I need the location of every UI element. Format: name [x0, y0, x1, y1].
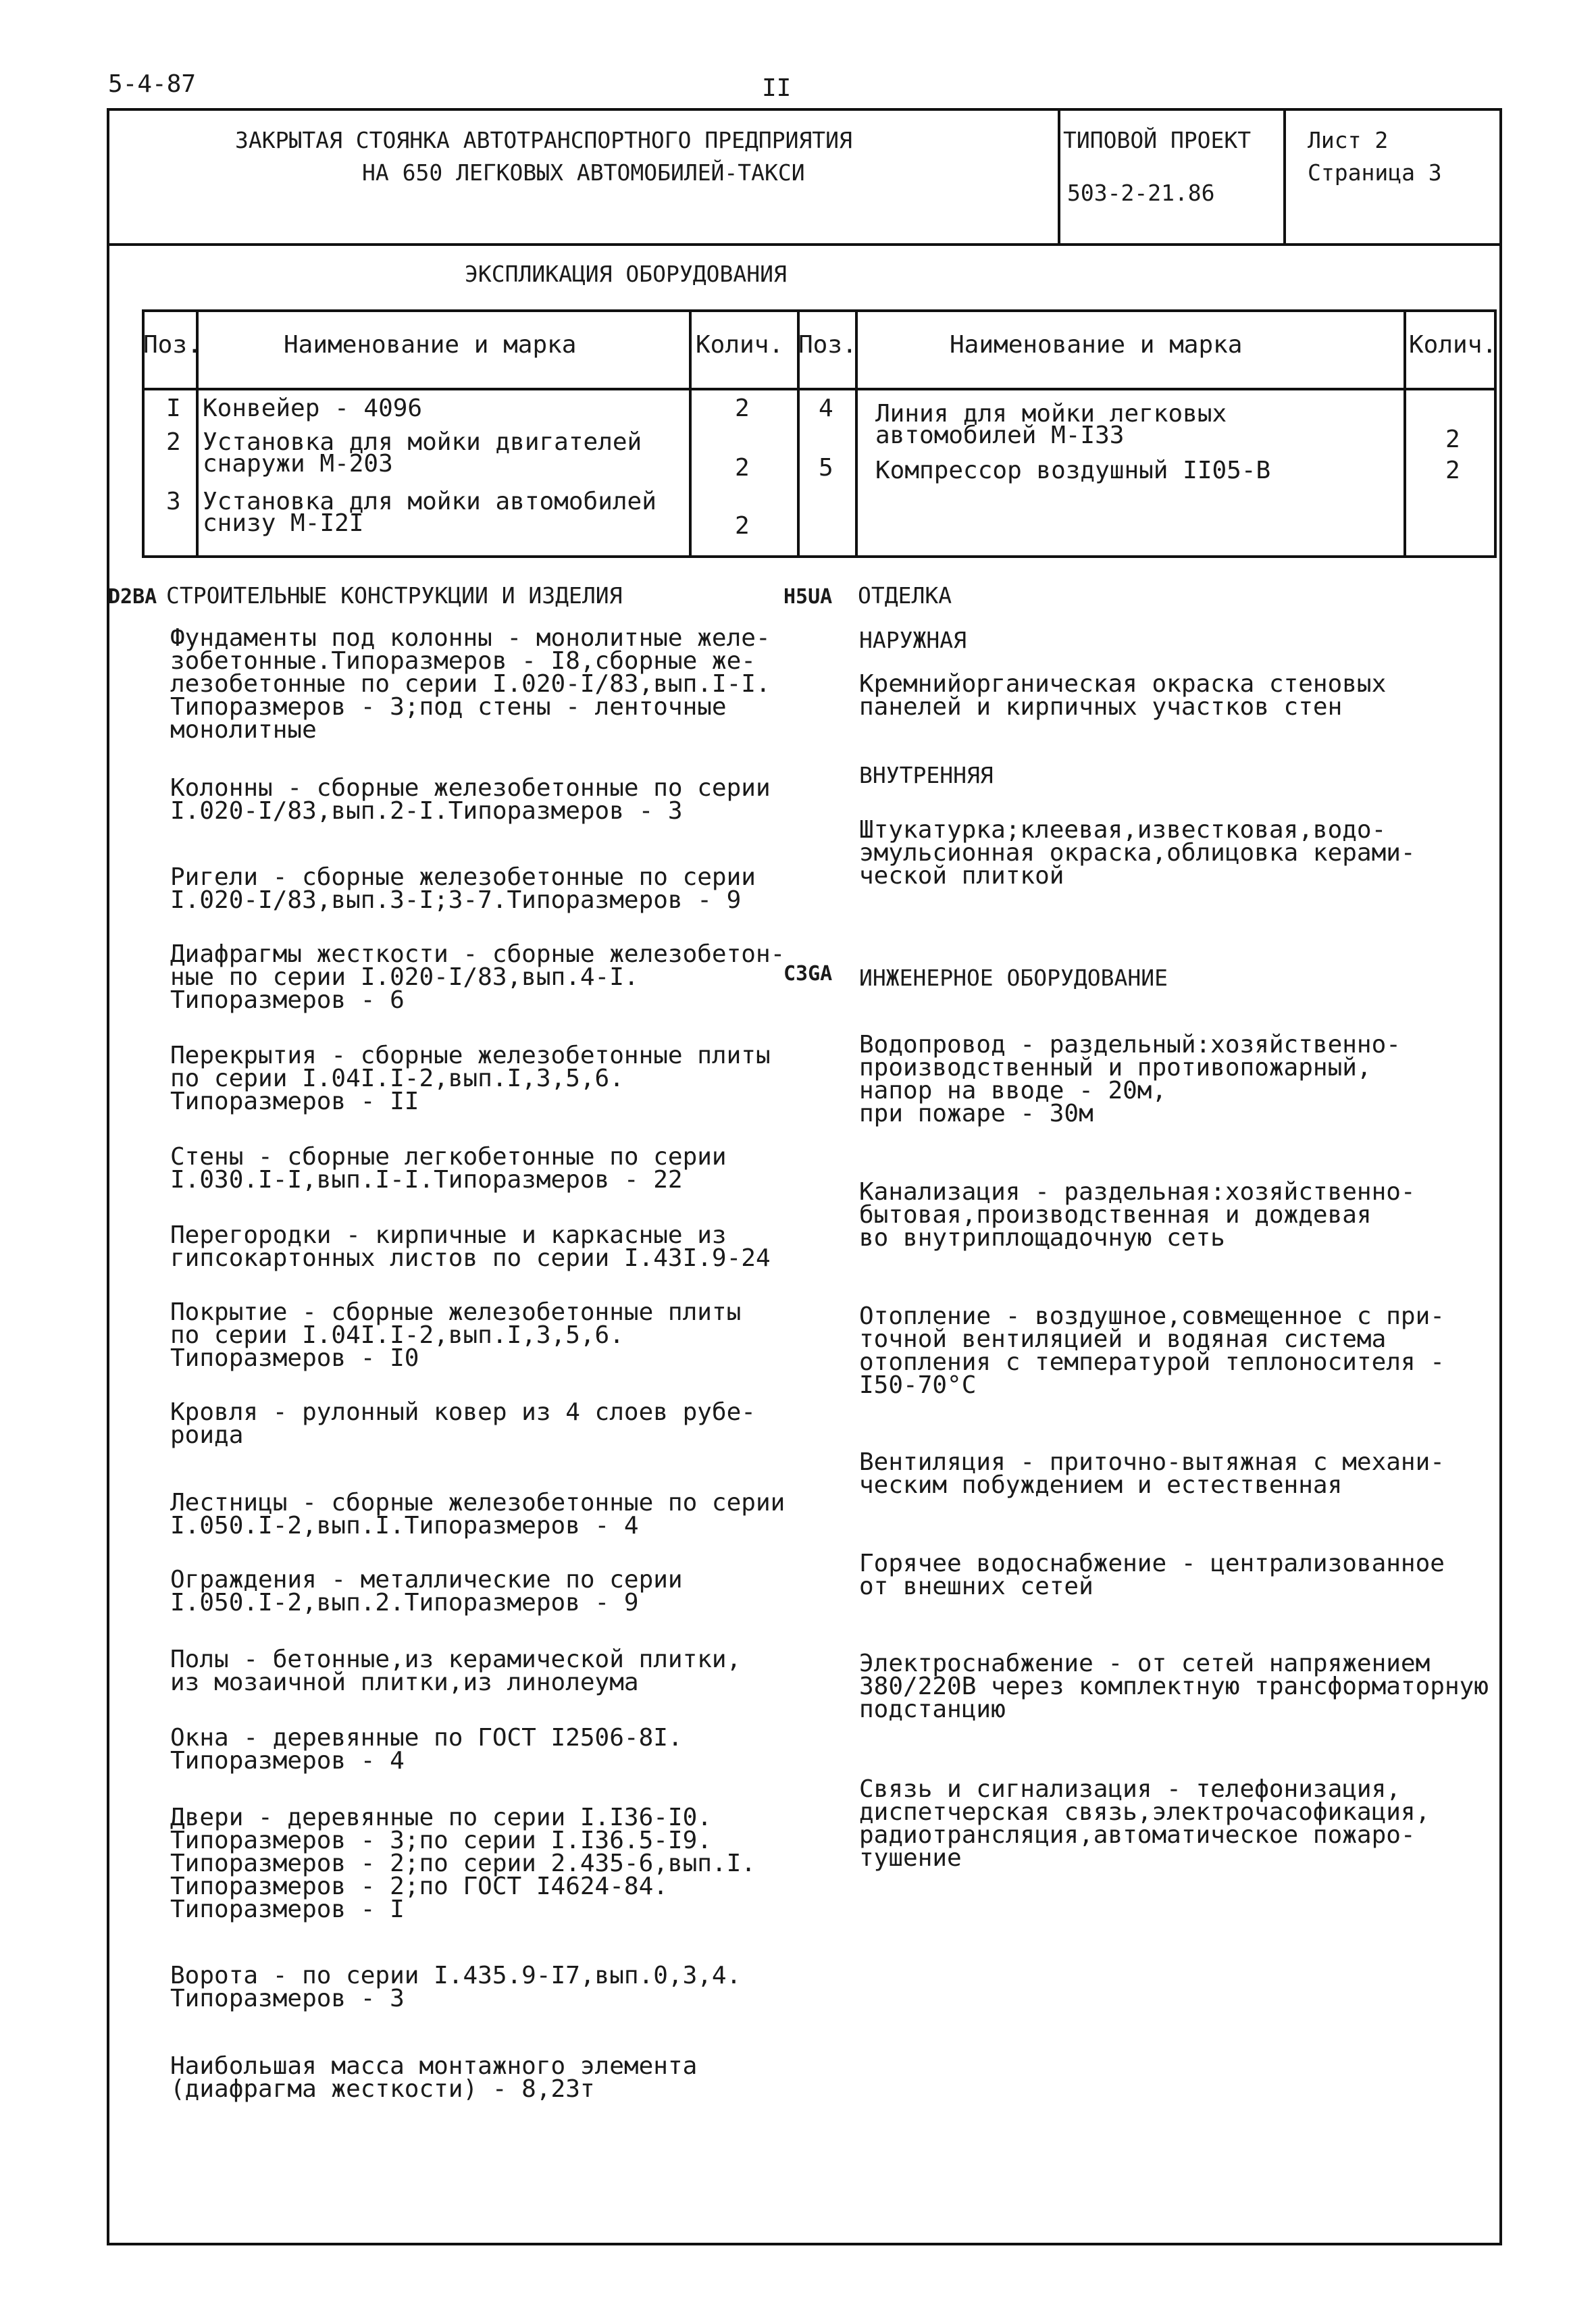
row5-pos: 5 — [819, 454, 833, 482]
table-top — [142, 309, 1497, 312]
row3-name-1: Установка для мойки автомобилей — [203, 488, 657, 515]
page-number: II — [762, 74, 792, 102]
row2-name-1: Установка для мойки двигателей — [203, 428, 642, 456]
engineering-title: ИНЖЕНЕРНОЕ ОБОРУДОВАНИЕ — [859, 965, 1168, 991]
header-sep-1 — [1058, 108, 1060, 243]
project-number: 503-2-21.86 — [1067, 180, 1215, 206]
construction-item-9: Кровля - рулонный ковер из 4 слоев рубе- роида — [170, 1398, 756, 1449]
row1-qty: 2 — [735, 395, 750, 422]
row3-qty: 2 — [735, 512, 750, 540]
row5-name: Компрессор воздушный II05-В — [875, 457, 1271, 484]
finishing-title: ОТДЕЛКА — [858, 582, 952, 609]
outer-finishing-text: Кремнийорганическая окраска стеновых панелей и кирпичных участков стен — [859, 670, 1387, 721]
construction-item-14: Двери - деревянные по серии I.I36-I0. Типоразмеров - 3;по серии I.I36.5-I9. Типоразмеров - 2;по серии 2.435-6,вып.I. Типоразмеров - 2;по ГОСТ I4624-84. Типоразмеров - I — [170, 1804, 756, 1923]
construction-title: СТРОИТЕЛЬНЫЕ КОНСТРУКЦИИ И ИЗДЕЛИЯ — [166, 582, 623, 609]
engineering-code: C3GA — [783, 962, 833, 986]
table-v5 — [1404, 309, 1406, 558]
finishing-code: H5UA — [783, 585, 833, 609]
header-sep-2 — [1283, 108, 1286, 243]
col-qty-right: Колич. — [1409, 331, 1497, 359]
construction-item-13: Окна - деревянные по ГОСТ I2506-8I. Типоразмеров - 4 — [170, 1724, 683, 1775]
row4-name-2: автомобилей М-I33 — [875, 422, 1125, 449]
row2-name-2: снаружи М-203 — [203, 450, 393, 478]
sheet-number: Лист 2 — [1308, 127, 1389, 153]
row4-name-1: Линия для мойки легковых — [875, 400, 1227, 428]
table-bottom — [142, 555, 1497, 558]
col-qty-left: Колич. — [696, 331, 784, 359]
construction-item-1: Фундаменты под колонны - монолитные желе- зобетонные.Типоразмеров - I8,сборные же- лезобетонные по серии I.020-I/83,вып.I-I. Типоразмеров - 3;под стены - ленточные монолитные — [170, 624, 771, 744]
row5-qty: 2 — [1445, 457, 1460, 484]
engineering-item-5: Горячее водоснабжение - централизованное от внешних сетей — [859, 1550, 1445, 1600]
row1-name: Конвейер - 4096 — [203, 395, 423, 422]
row3-pos: 3 — [166, 488, 181, 515]
row4-pos: 4 — [819, 395, 833, 422]
row4-qty: 2 — [1445, 426, 1460, 453]
construction-item-11: Ограждения - металлические по серии I.050.I-2,вып.2.Типоразмеров - 9 — [170, 1566, 683, 1617]
engineering-item-3: Отопление - воздушное,совмещенное с при- точной вентиляцией и водяная система отопления с температурой теплоносителя - I50-70°С — [859, 1302, 1445, 1399]
header-divider — [107, 243, 1502, 246]
table-v2 — [689, 309, 692, 558]
page-label: Страница 3 — [1308, 159, 1442, 186]
row3-name-2: снизу М-I2I — [203, 509, 364, 537]
engineering-item-4: Вентиляция - приточно-вытяжная с механи- ческим побуждением и естественная — [859, 1448, 1445, 1499]
construction-item-5: Перекрытия - сборные железобетонные плиты по серии I.04I.I-2,вып.I,3,5,6. Типоразмеров - II — [170, 1042, 771, 1115]
row2-pos: 2 — [166, 428, 181, 456]
inner-finishing-title: ВНУТРЕННЯЯ — [859, 762, 994, 788]
title-line-1: ЗАКРЫТАЯ СТОЯНКА АВТОТРАНСПОРТНОГО ПРЕДПРИЯТИЯ — [235, 127, 852, 153]
construction-item-16: Наибольшая масса монтажного элемента (диафрагма жесткости) - 8,23т — [170, 2052, 698, 2103]
construction-item-12: Полы - бетонные,из керамической плитки, из мозаичной плитки,из линолеума — [170, 1646, 742, 1696]
table-header-line — [142, 388, 1497, 390]
construction-item-8: Покрытие - сборные железобетонные плиты по серии I.04I.I-2,вып.I,3,5,6. Типоразмеров - I0 — [170, 1298, 742, 1372]
construction-item-2: Колонны - сборные железобетонные по серии I.020-I/83,вып.2-I.Типоразмеров - 3 — [170, 774, 771, 825]
corner-code: 5-4-87 — [108, 70, 197, 98]
construction-item-4: Диафрагмы жесткости - сборные железобетон- ные по серии I.020-I/83,вып.4-I. Типоразмеров - 6 — [170, 940, 786, 1014]
row1-pos: I — [166, 395, 181, 422]
title-line-2: НА 650 ЛЕГКОВЫХ АВТОМОБИЛЕЙ-ТАКСИ — [362, 159, 805, 186]
engineering-item-6: Электроснабжение - от сетей напряжением 380/220В через комплектную трансформаторную подстанцию — [859, 1650, 1489, 1723]
inner-finishing-text: Штукатурка;клеевая,известковая,водо- эмульсионная окраска,облицовка керами- ческой плиткой — [859, 816, 1416, 890]
construction-code: D2BA — [108, 585, 157, 609]
row2-qty: 2 — [735, 454, 750, 482]
engineering-item-7: Связь и сигнализация - телефонизация, диспетчерская связь,электрочасофикация, радиотрансляция,автоматическое пожаро- тушение — [859, 1775, 1431, 1872]
construction-item-15: Ворота - по серии I.435.9-I7,вып.0,3,4. Типоразмеров - 3 — [170, 1962, 742, 2012]
construction-item-10: Лестницы - сборные железобетонные по серии I.050.I-2,вып.I.Типоразмеров - 4 — [170, 1489, 786, 1540]
engineering-item-2: Канализация - раздельная:хозяйственно- бытовая,производственная и дождевая во внутриплощадочную сеть — [859, 1178, 1416, 1252]
equipment-title: ЭКСПЛИКАЦИЯ ОБОРУДОВАНИЯ — [465, 261, 787, 287]
construction-item-6: Стены - сборные легкобетонные по серии I.030.I-I,вып.I-I.Типоразмеров - 22 — [170, 1143, 727, 1194]
construction-item-7: Перегородки - кирпичные и каркасные из гипсокартонных листов по серии I.43I.9-24 — [170, 1221, 771, 1272]
outer-finishing-title: НАРУЖНАЯ — [859, 627, 967, 653]
project-label: ТИПОВОЙ ПРОЕКТ — [1063, 127, 1252, 153]
construction-item-3: Ригели - сборные железобетонные по серии I.020-I/83,вып.3-I;3-7.Типоразмеров - 9 — [170, 863, 756, 914]
col-pos-left: Поз. — [143, 331, 202, 359]
col-pos-right: Поз. — [798, 331, 857, 359]
engineering-item-1: Водопровод - раздельный:хозяйственно- производственный и противопожарный, напор на вводе - 20м, при пожаре - 30м — [859, 1031, 1401, 1127]
col-name-right: Наименование и марка — [950, 331, 1243, 359]
col-name-left: Наименование и марка — [284, 331, 577, 359]
